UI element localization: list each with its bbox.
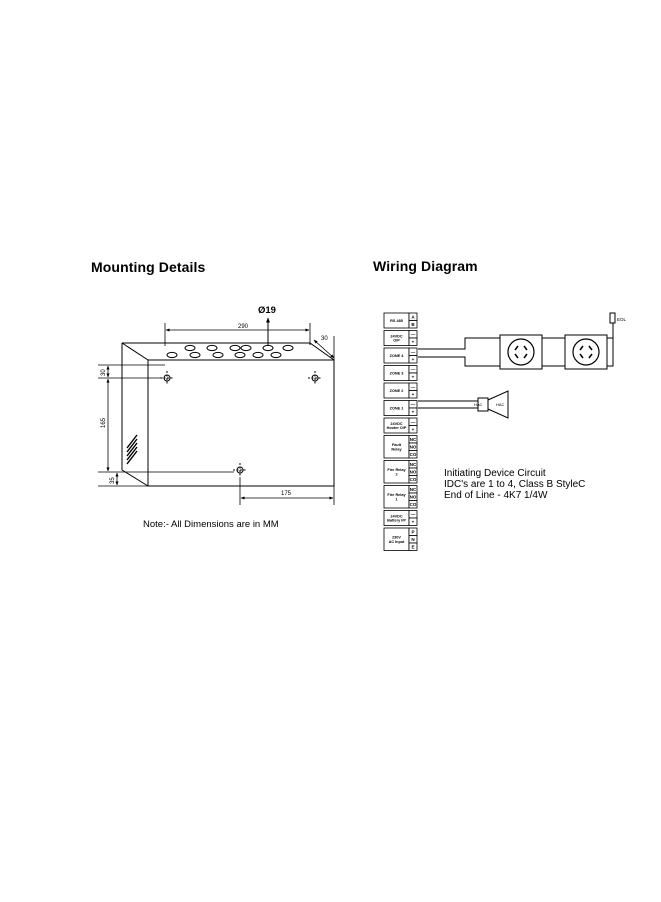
terminal-block <box>384 313 417 551</box>
terminal-group <box>384 436 417 459</box>
eol-label: EOL <box>617 317 627 322</box>
terminal-pin-label: + <box>411 374 415 380</box>
knockout-holes <box>167 345 293 357</box>
terminal-pin-label: A <box>411 314 415 320</box>
mounting-keyholes <box>160 371 322 477</box>
terminal-pin-label: CO <box>409 452 417 458</box>
terminal-group <box>384 331 417 346</box>
terminal-group <box>384 366 417 381</box>
terminal-group <box>384 461 417 484</box>
terminal-label: RS 485 <box>390 319 403 323</box>
terminal-label: 24VDC <box>390 334 403 339</box>
terminal-pin-label: CO <box>409 502 417 508</box>
terminal-pin-label: + <box>411 519 415 525</box>
terminal-pin-label: + <box>411 392 415 398</box>
terminal-group <box>384 348 417 363</box>
smoke-detector-2 <box>565 335 607 369</box>
terminal-pin-label: — <box>410 512 416 518</box>
terminal-group <box>384 313 417 328</box>
terminal-pin-label: — <box>410 402 416 408</box>
terminal-pin-label: + <box>411 409 415 415</box>
idc-line-2: IDC's are 1 to 4, Class B StyleC <box>444 479 586 490</box>
hooter-label-left: HAC <box>474 402 483 407</box>
terminal-pin-label: — <box>410 419 416 425</box>
terminal-label: Battery I/P <box>387 518 406 523</box>
terminal-group <box>384 486 417 509</box>
terminal-label: Hooter O/P <box>386 426 407 431</box>
dim-bottom-offset-35: 35 <box>110 477 116 484</box>
dim-depth-30: 30 <box>321 336 328 342</box>
hooter-label-right: HAC <box>496 402 505 407</box>
terminal-group <box>384 383 417 398</box>
terminal-label: Fault <box>391 443 402 448</box>
terminal-label: AC Input <box>388 539 405 544</box>
terminal-pin-label: NO <box>409 469 417 475</box>
terminal-label: ZONE 4 <box>389 354 404 358</box>
terminal-label: Fire Relay <box>387 468 406 473</box>
enclosure-top-edge <box>122 343 334 360</box>
terminal-label: ZONE 2 <box>389 389 404 393</box>
terminal-label: 230V <box>392 535 401 540</box>
hole-diameter-label: Ø19 <box>258 305 276 316</box>
terminal-pin-label: NO <box>409 494 417 500</box>
mounting-details-title: Mounting Details <box>91 259 206 275</box>
terminal-pin-label: CO <box>409 477 417 483</box>
terminal-group <box>384 401 417 416</box>
wiring-diagram-title: Wiring Diagram <box>373 258 478 274</box>
terminal-group <box>384 418 417 433</box>
terminal-pin-label: + <box>411 427 415 433</box>
terminal-pin-label: NC <box>409 462 417 468</box>
terminal-pin-label: + <box>411 339 415 345</box>
terminal-pin-label: — <box>410 332 416 338</box>
terminal-pin-label: — <box>410 349 416 355</box>
idc-line-1: Initiating Device Circuit <box>444 468 546 479</box>
terminal-pin-label: NC <box>409 437 417 443</box>
terminal-group <box>384 528 417 551</box>
idc-line-3: End of Line - 4K7 1/4W <box>444 490 548 501</box>
vent-slots <box>127 435 137 464</box>
terminal-pin-label: NC <box>409 487 417 493</box>
terminal-pin-label: B <box>411 322 415 328</box>
smoke-detector-1 <box>500 335 542 369</box>
dim-height-165: 165 <box>101 417 107 428</box>
terminal-pin-label: NO <box>409 444 417 450</box>
terminal-group <box>384 511 417 526</box>
terminal-label: 24VDC <box>390 421 403 426</box>
dim-width-290: 290 <box>238 324 249 330</box>
terminal-label: 24VDC <box>390 514 403 519</box>
dim-top-offset-30: 30 <box>101 369 107 376</box>
eol-resistor <box>610 313 615 323</box>
terminal-pin-label: + <box>411 357 415 363</box>
terminal-pin-label: — <box>410 367 416 373</box>
terminal-label: Fire Relay <box>387 493 406 498</box>
terminal-label: 2 <box>395 472 398 477</box>
terminal-pin-label: N <box>411 537 415 543</box>
terminal-pin-label: — <box>410 384 416 390</box>
enclosure-left-face <box>122 343 148 486</box>
terminal-pin-label: E <box>411 544 415 550</box>
terminal-label: ZONE 1 <box>389 406 404 411</box>
hooter-wiring <box>418 401 478 408</box>
terminal-pin-label: P <box>411 529 415 535</box>
enclosure-drawing <box>122 343 334 486</box>
terminal-label: ZONE 3 <box>389 371 404 376</box>
terminal-label: Relay <box>391 447 402 452</box>
dim-bottom-width-175: 175 <box>281 491 292 497</box>
terminal-label: O/P <box>393 338 400 343</box>
dimensions-note: Note:- All Dimensions are in MM <box>143 519 279 530</box>
terminal-label: 1 <box>395 497 398 502</box>
